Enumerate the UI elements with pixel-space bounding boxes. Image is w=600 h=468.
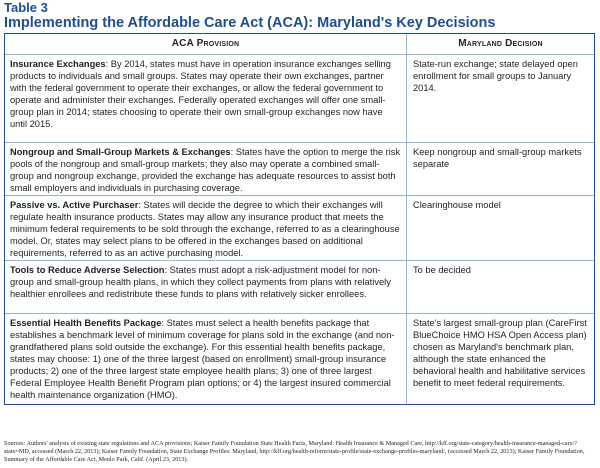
table-label: Table 3 bbox=[4, 0, 48, 15]
provision-cell bbox=[10, 58, 402, 130]
provision-text: : States have the option to merge the risk pools of the nongroup and small-group markets; they also may operate a combined small-group and nongroup exchange, provided the exchange has adequate resources to assist both small employers and individuals in purchasing coverage. bbox=[10, 147, 401, 193]
table-row bbox=[5, 55, 594, 143]
provision-text: : States must select a health benefits package that establishes a benchmark level of minimum coverage for plans sold in the exchange (and non-grandfathered plans sold outside the exchange). For this essential health benefits package, states may choose: 1) one of the three largest (based on enrollment) small-group insurance products; 2) one of the three largest state employee health plans; 3) one of three largest Federal Employee Health Benefit Program plan options; or 4) the largest insured commercial health maintenance organization (HMO). bbox=[10, 318, 395, 400]
provision-text: : By 2014, states must have in operation insurance exchanges selling products to individuals and small groups. States may operate their own exchanges, partner with the federal government to operate their exchanges, or allow the federal government to operate and administer their exchanges. Federally operated exchanges will offer one small-group plan in 2014; states choosing to operate their own small-group exchanges now have until 2015. bbox=[10, 59, 391, 129]
decisions-table bbox=[4, 33, 595, 405]
table-header-row bbox=[5, 34, 594, 55]
table-row bbox=[5, 261, 594, 314]
decision-cell: Clearinghouse model bbox=[413, 200, 501, 210]
decision-cell: Keep nongroup and small-group markets separate bbox=[413, 147, 582, 169]
decision-cell: State-run exchange; state delayed open enrollment for small groups to January 2014. bbox=[413, 59, 578, 93]
provision-term: Passive vs. Active Purchaser bbox=[10, 200, 139, 210]
decision-cell: To be decided bbox=[413, 265, 471, 275]
provision-cell bbox=[10, 146, 402, 194]
provision-text: : States will decide the degree to which their exchanges will regulate health insurance products. States may allow any insurance product that meets the minimum federal requirements to be sold through the exchange, referred to as a clearinghouse model. Or, states may select plans to be offered in the exchanges based on additional requirements, referred to as an active purchasing model. bbox=[10, 200, 400, 258]
provision-term: Tools to Reduce Adverse Selection bbox=[10, 265, 165, 275]
header-aca-provision: ACA Provision bbox=[171, 38, 240, 49]
table-row bbox=[5, 143, 594, 196]
sources-note: Sources: Authors' analysis of existing state regulations and ACA provisions; Kaiser Family Foundation State Health Facts, Maryland: Health Insurance & Managed Care, http://kff.org/state-category/health-insurance-managed-care/?state=MD, accessed (March 22, 2013); Kaiser Family Foundation, State Exchange Profiles: Maryland, http://kff.org/health-reform/state-profile/state-exchange-profiles-maryland/, (accessed March 22, 2013); Kaiser Family Foundation, Summary of the Affordable Care Act, Menlo Park, Calif. (April 23, 2013). bbox=[4, 440, 585, 463]
provision-cell bbox=[10, 264, 402, 300]
provision-term: Nongroup and Small-Group Markets & Exchanges bbox=[10, 147, 231, 157]
provision-text: : States must adopt a risk-adjustment model for non-group and small-group health plans, in which they collect payments from plans with relatively healthier enrollees and redistribute these funds to plans with relatively sicker enrollees. bbox=[10, 265, 391, 299]
table-row bbox=[5, 314, 594, 403]
provision-cell bbox=[10, 199, 402, 259]
provision-term: Insurance Exchanges bbox=[10, 59, 106, 69]
header-maryland-decision: Maryland Decision bbox=[458, 38, 543, 49]
table-row bbox=[5, 196, 594, 261]
provision-cell bbox=[10, 317, 402, 401]
table-title: Implementing the Affordable Care Act (ACA): Maryland's Key Decisions bbox=[4, 15, 496, 31]
decision-cell: State's largest small-group plan (CareFirst BlueChoice HMO HSA Open Access plan) chosen as Maryland's benchmark plan, although the state enhanced the behavioral health and habilitative services benefit to meet federal requirements. bbox=[413, 318, 587, 388]
provision-term: Essential Health Benefits Package bbox=[10, 318, 162, 328]
